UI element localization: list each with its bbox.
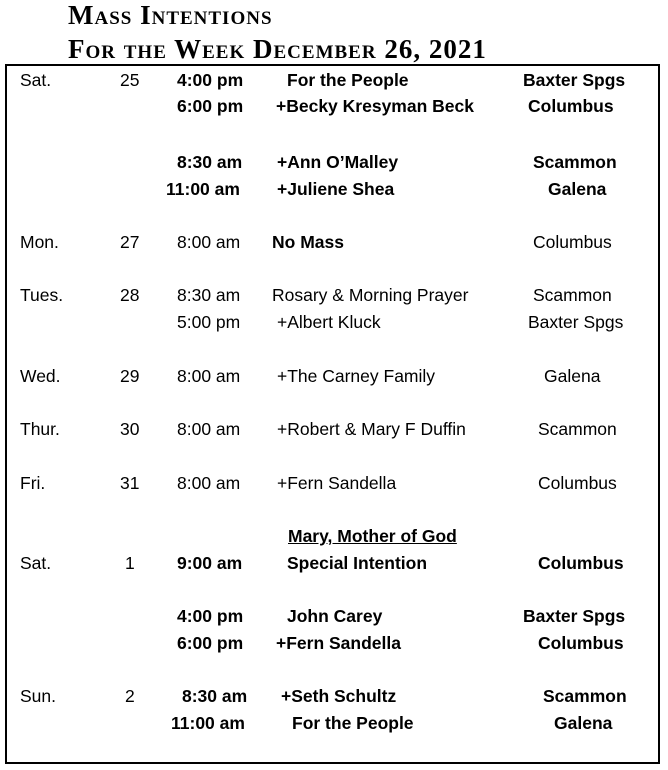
day-cell: Sat. <box>20 553 52 573</box>
time-cell: 8:00 am <box>177 473 241 493</box>
location-cell: Baxter Spgs <box>528 312 624 332</box>
date-cell: 31 <box>120 473 140 493</box>
time-cell: 11:00 am <box>166 179 240 199</box>
time-cell: 9:00 am <box>177 553 243 573</box>
intention-cell: +Seth Schultz <box>281 686 397 706</box>
intention-cell: No Mass <box>272 232 344 252</box>
day-cell: Tues. <box>20 285 64 305</box>
location-cell: Scammon <box>533 285 612 305</box>
location-cell: Galena <box>554 713 613 733</box>
intention-cell: John Carey <box>287 606 383 626</box>
feast-heading: Mary, Mother of God <box>288 526 457 546</box>
location-cell: Scammon <box>538 419 617 439</box>
day-cell: Sun. <box>20 686 56 706</box>
date-cell: 28 <box>120 285 140 305</box>
time-cell: 8:00 am <box>177 232 241 252</box>
time-cell: 8:30 am <box>177 152 243 172</box>
day-cell: Mon. <box>20 232 59 252</box>
intention-cell: +Robert & Mary F Duffin <box>277 419 466 439</box>
location-cell: Scammon <box>543 686 627 706</box>
title-line-2: For the Week December 26, 2021 <box>68 34 487 64</box>
day-cell: Thur. <box>20 419 60 439</box>
time-cell: 6:00 pm <box>177 96 244 116</box>
day-cell: Sat. <box>20 70 52 90</box>
location-cell: Baxter Spgs <box>523 606 626 626</box>
time-cell: 8:30 am <box>177 285 241 305</box>
time-cell: 11:00 am <box>171 713 245 733</box>
date-cell: 27 <box>120 232 140 252</box>
intention-cell: Rosary & Morning Prayer <box>272 285 469 305</box>
time-cell: 4:00 pm <box>177 70 244 90</box>
date-cell: 25 <box>120 70 140 90</box>
time-cell: 4:00 pm <box>177 606 244 626</box>
time-cell: 6:00 pm <box>177 633 244 653</box>
intention-cell: For the People <box>287 70 409 90</box>
time-cell: 8:00 am <box>177 366 241 386</box>
location-cell: Columbus <box>533 232 612 252</box>
location-cell: Columbus <box>538 473 617 493</box>
location-cell: Columbus <box>538 633 624 653</box>
date-cell: 1 <box>125 553 135 573</box>
title-line-1: Mass Intentions <box>68 0 273 30</box>
date-cell: 30 <box>120 419 140 439</box>
intention-cell: Special Intention <box>287 553 428 573</box>
time-cell: 5:00 pm <box>177 312 241 332</box>
location-cell: Baxter Spgs <box>523 70 626 90</box>
date-cell: 2 <box>125 686 135 706</box>
date-cell: 29 <box>120 366 140 386</box>
time-cell: 8:30 am <box>182 686 248 706</box>
intention-cell: +Becky Kresyman Beck <box>276 96 474 116</box>
location-cell: Scammon <box>533 152 617 172</box>
intention-cell: For the People <box>292 713 414 733</box>
day-cell: Fri. <box>20 473 46 493</box>
intention-cell: +Fern Sandella <box>276 633 401 653</box>
intention-cell: +Ann O’Malley <box>277 152 399 172</box>
intention-cell: +Juliene Shea <box>277 179 395 199</box>
intention-cell: +Albert Kluck <box>277 312 381 332</box>
intention-cell: +Fern Sandella <box>277 473 397 493</box>
intention-cell: +The Carney Family <box>277 366 436 386</box>
location-cell: Galena <box>544 366 601 386</box>
location-cell: Columbus <box>528 96 614 116</box>
location-cell: Columbus <box>538 553 624 573</box>
location-cell: Galena <box>548 179 607 199</box>
time-cell: 8:00 am <box>177 419 241 439</box>
day-cell: Wed. <box>20 366 61 386</box>
